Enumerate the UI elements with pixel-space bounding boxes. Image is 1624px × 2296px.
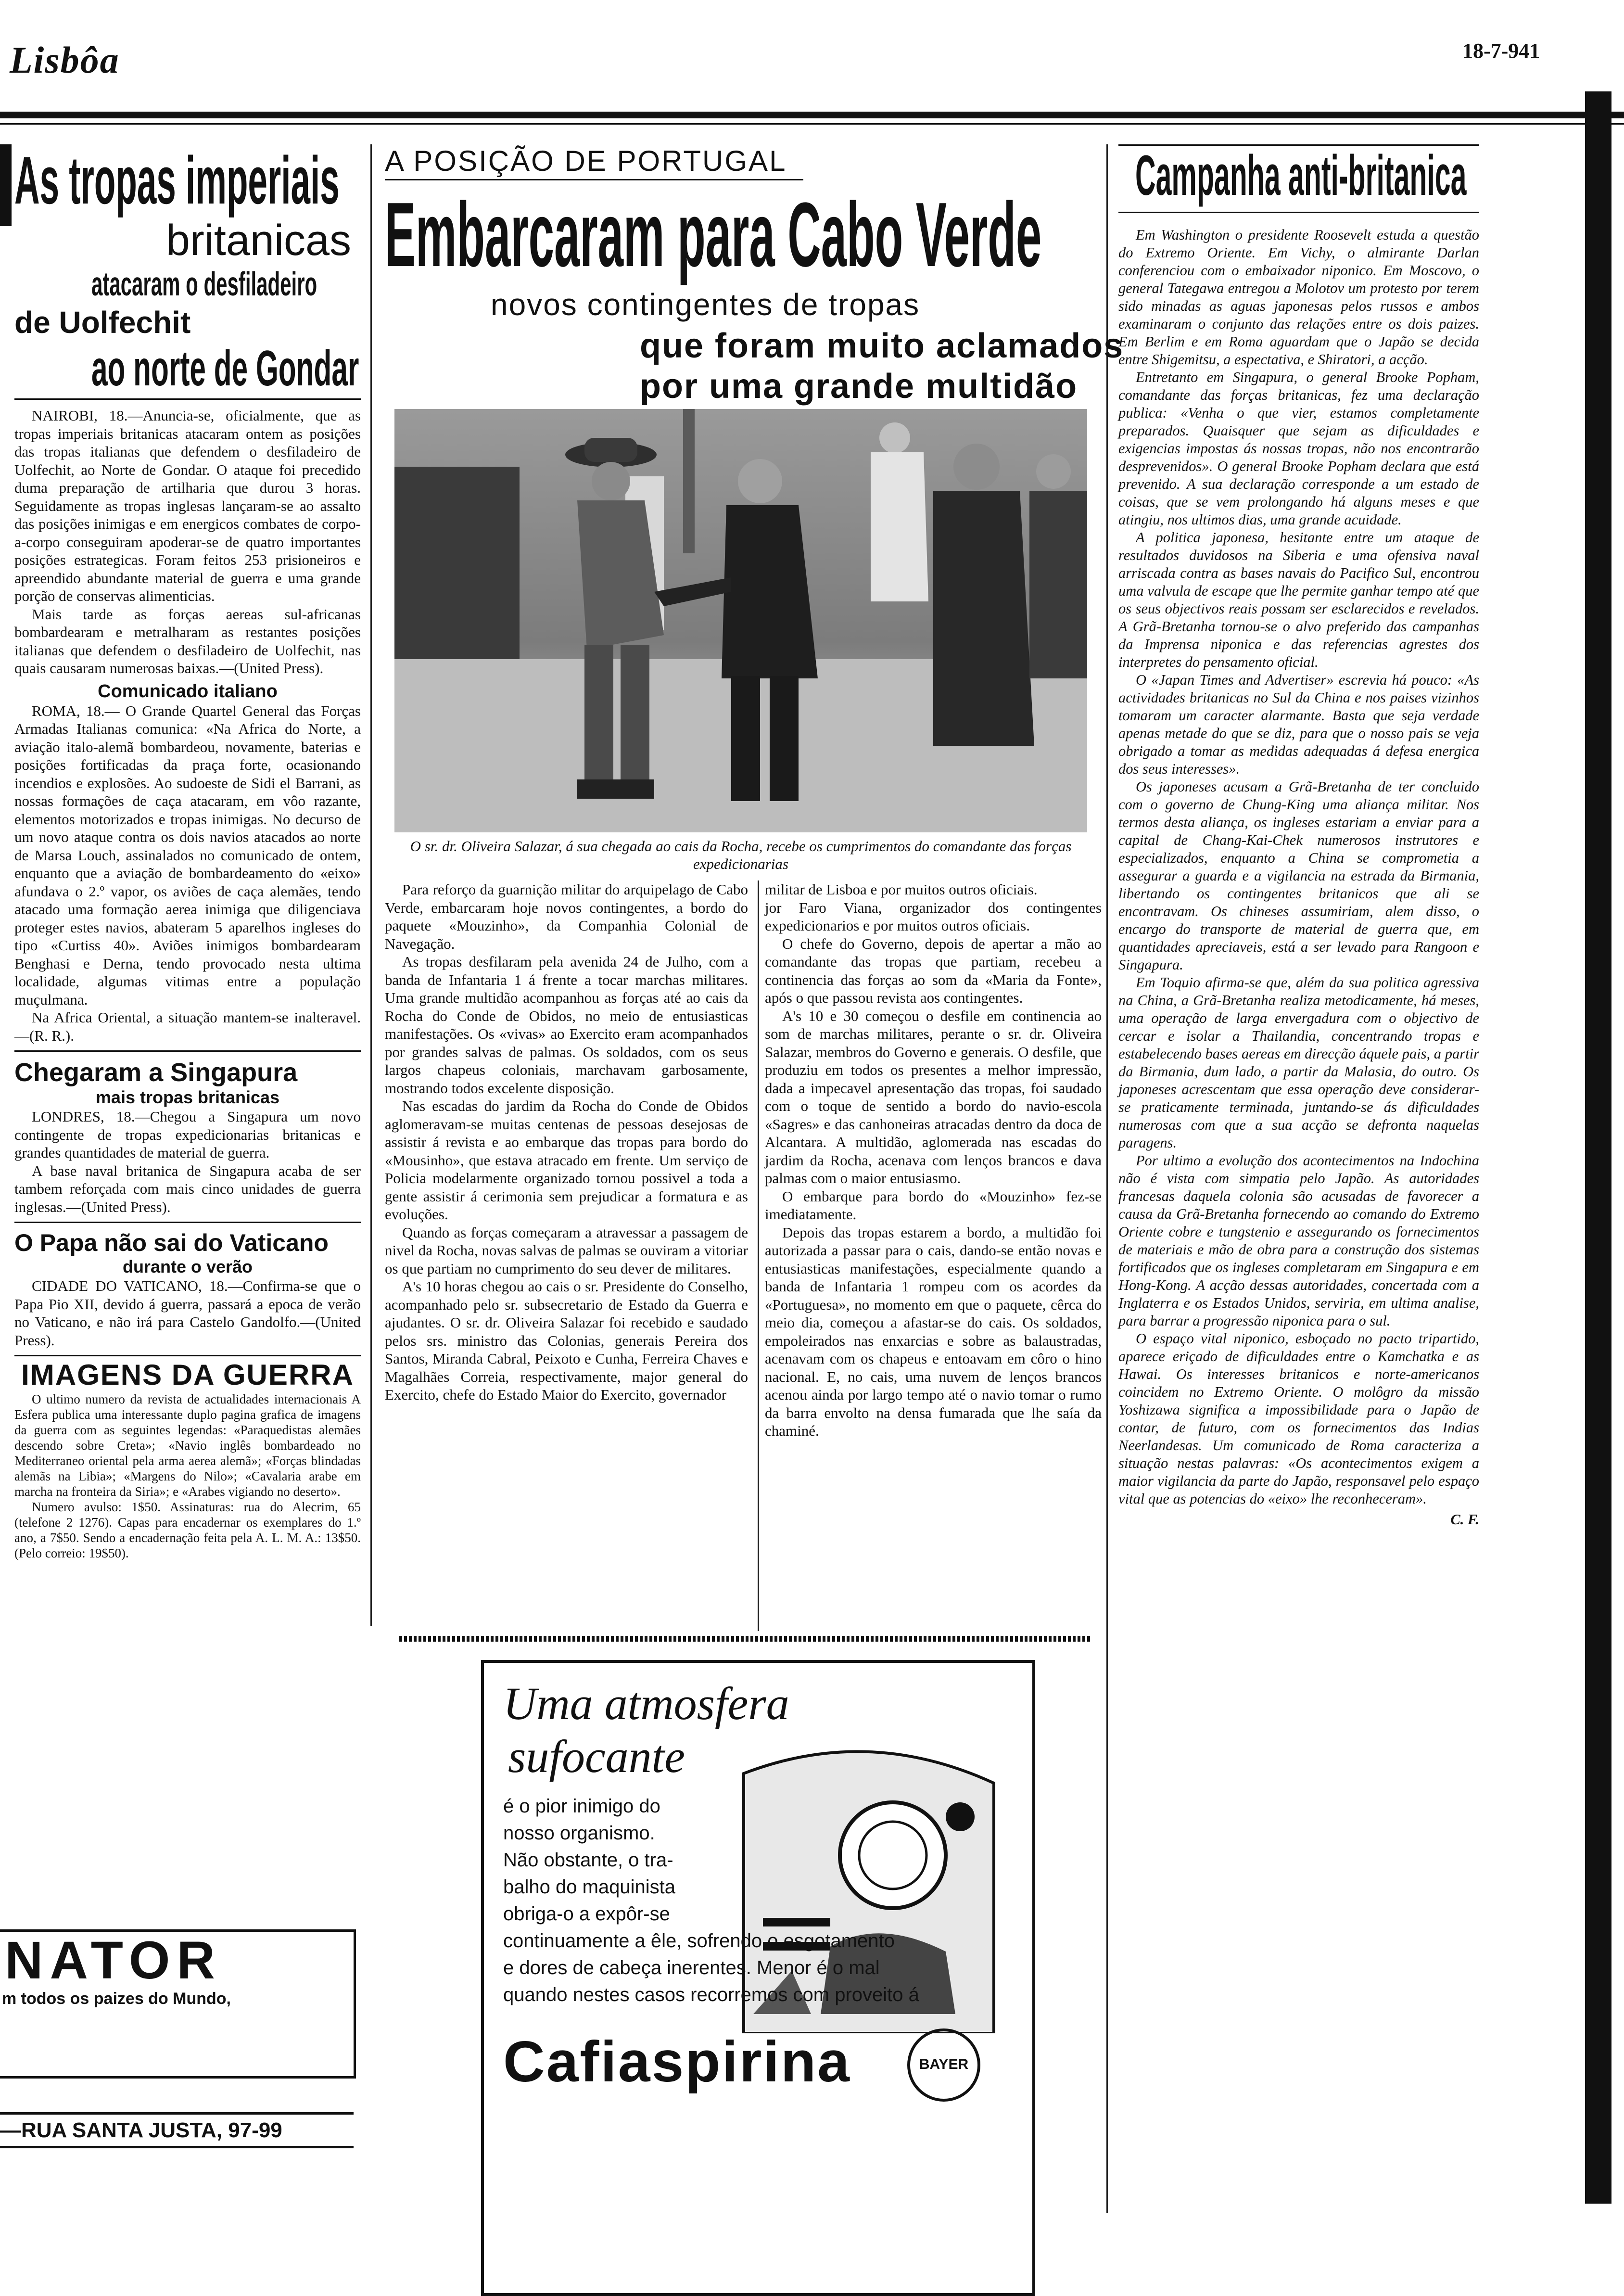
headline-line-2: britanicas	[165, 217, 351, 265]
article-paragraph: Por ultimo a evolução dos acontecimentos na Indochina não é vista com simpatia pelo Japão. As autoridades francesas daquela colonia são acusadas de favorecer a causa da Grã-Bretanha fornecendo ao comando do Extremo Oriente cobre e tungstenio e assegurando os fornecimentos de materiais e mão de obra para a construção dos sistemas fortificados que os ingleses completaram em Singapura e em Hong-Kong. A acção dessas autoridades, concertada com a Inglaterra e os Estados Unidos, serviria, em ultima analise, para barrar a progressão niponica para o sul.	[1118, 1152, 1479, 1329]
ad-title-line-2: sufocante	[508, 1731, 685, 1782]
article-paragraph: A's 10 e 30 começou o desfile em continencia ao som de marchas militares, perante o sr. dr. Oliveira Salazar, membros do Governo e generais. O desfile, que produziu em todos os presentes a melhor impressão, dada a impecavel apresentação das tropas, foi saudado com o toque de sentido a bordo do navio-escola «Sagres» e das canhoneiras atracadas dentro da doca de Alcantara. A multidão, aglomerada nas escadas do jardim da Rocha, acenava com lenços brancos e dava palmas com o maior entusiasmo.	[765, 1007, 1102, 1186]
right-article	[1118, 226, 1479, 1529]
article-paragraph: A base naval britanica de Singapura acaba de ser tambem reforçada com mais cinco unidades de guerra inglesas.—(United Press).	[14, 1162, 361, 1215]
article-paragraph: Quando as forças começaram a atravessar a passagem de nivel da Rocha, novas salvas de palmas se ouviram a vitoriar os que partiam no cumprimento do seu dever de militares.	[385, 1224, 748, 1277]
headline-underline	[14, 398, 361, 400]
section-divider	[14, 1355, 361, 1356]
nator-address-rule	[0, 2146, 354, 2148]
column-divider	[1106, 144, 1108, 2213]
column-divider	[758, 880, 759, 1631]
article-paragraph: NAIROBI, 18.—Anuncia-se, oficialmente, que as tropas imperiais britanicas atacaram ontem as posições das tropas italianas que defendem o desfiladeiro de Uolfechit, ao Norte de Gondar. O ataque foi precedido duma preparação de artilharia que durou 3 horas. Seguidamente as tropas inglesas lançaram-se ao assalto das posições inimigas e em energicos combates de corpo-a-corpo conseguiram apoderar-se de quatro importantes posições estrategicas. Foram feitos 253 prisioneiros e apreendido abundante material de guerra e uma grande porção de conservas alimenticias.	[14, 407, 361, 604]
right-headline: Campanha anti-britanica	[1135, 144, 1467, 207]
right-margin-bar	[1585, 91, 1611, 2204]
ad-text-line: obriga-o a expôr-se	[503, 1903, 670, 1925]
column-divider	[370, 144, 372, 1626]
ad-text-line: e dores de cabeça inerentes. Menor é o mal	[503, 1957, 880, 1978]
header-rule-thin	[0, 123, 1624, 125]
article-paragraph: Nas escadas do jardim da Rocha do Conde de Obidos aglomeravam-se muitas centenas de pessoas desejosas de assistir á revista e ao embarque das tropas para bordo do «Mousinho», que estava atracado em frente. Um serviço de Policia modelarmente organizado tornou possivel a toda a gente assistir á cerimonia sem prejudicar a formatura e as evoluções.	[385, 1097, 748, 1223]
article-paragraph: O chefe do Governo, depois de apertar a mão ao comandante das tropas que partiam, recebeu a continencia das forças ao som da «Maria da Fonte», após o que passou revista aos contingentes.	[765, 935, 1102, 1006]
nator-ad	[0, 1929, 356, 2079]
article-paragraph: As tropas desfilaram pela avenida 24 de Julho, com a banda de Infantaria 1 á frente a tocar marchas militares. Uma grande multidão acompanhou as forças até ao cais da Rocha do Conde de Obidos, no meio de entusiasticas manifestações. Os «vivas» ao Exercito eram acompanhados por grandes salvas de palmas. Os soldados, com os seus largos chapeus coloniais, marchavam garbosamente, mostrando todos excelente disposição.	[385, 953, 748, 1097]
article-paragraph: Numero avulso: 1$50. Assinaturas: rua do Alecrim, 65 (telefone 2 1276). Capas para encadernar os exemplares do 1.º ano, a 7$50. Sendo a encadernação feita pela A. L. M. A.: 13$50. (Pelo correio: 19$50).	[14, 1500, 361, 1560]
article-paragraph: jor Faro Viana, organizador dos contingentes expedicionarios e por muitos outros oficiais.	[765, 899, 1102, 934]
newspaper-city: Lisbôa	[10, 39, 120, 81]
ad-text-line: nosso organismo.	[503, 1823, 655, 1844]
subheading-papa: durante o verão	[122, 1257, 253, 1276]
article-paragraph: O «Japan Times and Advertiser» escrevia há pouco: «As actividades britanicas no Sul da China e nos paises vizinhos tomaram um caracter alarmante. Basta que seja verdade apenas metade do que se diz, para que o nosso pais se veja obrigado a tomar as medidas adequadas á defesa energica dos seus interesses».	[1118, 672, 1479, 777]
photo-illustration	[394, 409, 1087, 832]
heading-papa: O Papa não sai do Vaticano	[14, 1229, 329, 1256]
ad-text-line: continuamente a êle, sofrendo o esgotamento	[503, 1930, 895, 1952]
article-paragraph: O embarque para bordo do «Mouzinho» fez-se imediatamente.	[765, 1187, 1102, 1223]
right-heading-underline	[1118, 212, 1479, 213]
heading-imagens: IMAGENS DA GUERRA	[21, 1359, 354, 1391]
section-divider	[14, 1222, 361, 1223]
nator-tagline: m todos os paizes do Mundo,	[2, 1990, 231, 2008]
article-singapura	[14, 1108, 361, 1216]
article-nairobi	[14, 407, 361, 677]
ad-text-line: quando nestes casos recorremos com proveito á	[503, 1984, 919, 2005]
heading-singapura: Chegaram a Singapura	[14, 1058, 298, 1087]
article-paragraph: A politica japonesa, hesitante entre um ataque de resultados duvidosos na Siberia e uma ofensiva naval arriscada contra as bases navais do Pacifico Sul, encontrou uma valvula de escape que lhe permite ganhar tempo até que os seus objectivos reais possam ser esclarecidos e revelados. A Grã-Bretanha tornou-se o alvo preferido das campanhas da Imprensa niponica e das referencias agrestes dos interpretes do pensamento oficial.	[1118, 529, 1479, 670]
article-paragraph: ROMA, 18.— O Grande Quartel General das Forças Armadas Italianas comunica: «Na Africa do Norte, a aviação italo-alemã bombardeou, novamente, baterias e posições fortificadas da praça forte, ocasionando incendios e explosões. Ao sudoeste de Sidi el Barrani, as nossas formações de caça atacaram, em vôo razante, elementos motorizados e tropas inimigas. No decurso de um novo ataque contra os dois navios atacados ao norte de Marsa Louch, assinalados no comunicado de ontem, enquanto que a aviação de bombardeamento do «eixo» afundava o 2.º vapor, os aviões de caça alemães, tendo atacado uma formação aerea inimiga que diligenciava proteger estes navios, abateram 5 aparelhos ingleses do tipo «Curtiss 40». Aviões inimigos bombardearam Benghasi e Derna, tendo provocado nesta ultima localidade, algumas vitimas entre a população muçulmana.	[14, 702, 361, 1008]
section-divider	[14, 1050, 361, 1052]
page-date: 18-7-941	[1462, 39, 1540, 63]
ad-text-line: é o pior inimigo do	[503, 1796, 660, 1817]
article-paragraph: O espaço vital niponico, esboçado no pacto tripartido, aparece eriçado de dificuldades entre o Kamchatka e as Hawai. Os interesses britanicos e norte-americanos coincidem no Extremo Oriente. O molôgro da missão Yoshizawa significa a impossibilidade para o Japão de contar, de futuro, com os fornecimentos das Indias Neerlandesas. Um comunicado de Roma caracteriza a situação nestas palavras: «Os acontecimentos exigem a maior vigilancia da parte do Japão, responsavel pelo espaço vital que as potencias do «eixo» lhe reconheceram».	[1118, 1330, 1479, 1507]
article-paragraph: A's 10 horas chegou ao cais o sr. Presidente do Conselho, acompanhado pelo sr. subsecretario de Estado da Guerra e ajudantes. O sr. dr. Oliveira Salazar foi recebido e saudado pelos srs. ministro das Colonias, generais Pereira dos Santos, Miranda Cabral, Peixoto e Cunha, Ferreira Chaves e Magalhães Correia, respectivamente, major general do Exercito, chefe do Estado Maior do Exercito, governador	[385, 1278, 748, 1403]
headline-line-3: atacaram o desfiladeiro	[91, 265, 317, 303]
article-paragraph: militar de Lisboa e por muitos outros oficiais.	[765, 881, 1038, 898]
main-deck-1: novos contingentes de tropas	[491, 287, 920, 322]
cafiaspirina-ad	[481, 1660, 1035, 2296]
main-headline: Embarcaram para Cabo Verde	[385, 184, 1042, 286]
main-deck-2b: por uma grande multidão	[640, 367, 1078, 406]
bayer-logo	[907, 2028, 980, 2102]
ad-border-strip	[399, 1636, 1092, 1642]
article-imagens	[14, 1391, 361, 1561]
kicker-underline	[385, 179, 803, 180]
ad-text-line: balho do maquinista	[503, 1876, 676, 1898]
header-rule	[0, 112, 1624, 118]
left-edge-bar	[0, 144, 12, 226]
ad-text-line: Não obstante, o tra-	[503, 1850, 673, 1871]
headline-line-5: ao norte de Gondar	[91, 341, 359, 396]
news-photo	[394, 409, 1087, 832]
main-article-col-b	[765, 880, 1102, 1440]
bayer-logo-text: BAYER	[919, 2056, 969, 2072]
article-paragraph: Em Washington o presidente Roosevelt estuda a questão do Extremo Oriente. Em Vichy, o almirante Darlan conferenciou com o embaixador niponico. Em Moscovo, o general Tategawa entregou a Molotov um protesto por terem sido minadas as aguas japonesas pelos russos e ambos examinaram o conjunto das relações entre os dois paizes. Em Berlim e em Roma aguardam que o Japão se decida entre Shigemitsu, a espectativa, e Shiratori, a acção.	[1118, 227, 1479, 368]
kicker: A POSIÇÃO DE PORTUGAL	[385, 145, 787, 177]
main-deck-2a: que foram muito aclamados	[640, 327, 1124, 365]
article-paragraph: Mais tarde as forças aereas sul-africanas bombardearam e metralharam as restantes posições italianas que defendem o desfiladeiro de Uolfechit, nas quais causaram numerosas baixas.—(United Press).	[14, 605, 361, 676]
article-paragraph: Entretanto em Singapura, o general Brooke Popham, comandante das forças britanicas, fez uma declaração publica: «Venha o que vier, estamos completamente preparados. Quaisquer que sejam as dificuldades e exigencias impostas ás nossas tropas, não nos encontrarão desprevenidos». O general Brooke Popham declara que está prevenido. A sua declaração corresponde a um estado de coisas, que se vem prolongando há alguns meses e que atingiu, nos ultimos dias, uma grande acuidade.	[1118, 369, 1479, 528]
article-paragraph: Em Toquio afirma-se que, além da sua politica agressiva na China, a Grã-Bretanha realiza metodicamente, há meses, uma operação de larga envergadura com o objectivo de cercar e isolar a Thailandia, concentrando tropas e estabelecendo bases aereas em direcção áquele pais, a partir da Birmania, dum lado, a partir da Malasia, do outro. Os japoneses acrescentam que essa operação deve considerar-se praticamente terminada, juntando-se ás dificuldades numerosas com que a sua acção se defronta naquelas paragens.	[1118, 974, 1479, 1151]
headline-line-4: de Uolfechit	[14, 305, 191, 340]
article-comunicado	[14, 702, 361, 1045]
article-paragraph: Na Africa Oriental, a situação mantem-se inalteravel.—(R. R.).	[14, 1009, 361, 1044]
nator-address: —RUA SANTA JUSTA, 97-99	[0, 2112, 354, 2143]
main-article-col-a	[385, 880, 748, 1404]
subheading-comunicado: Comunicado italiano	[98, 681, 278, 702]
article-paragraph: Os japoneses acusam a Grã-Bretanha de ter concluido com o governo de Chung-King uma aliança militar. Nos termos desta aliança, os ingleses estariam a enviar para a capital de Chang-Kai-Chek numerosos instrutores e especializados, enquanto a China se comprometia a assegurar a guarda e a vigilancia na estrada da Birmania, libertando os contingentes britanicos que ali se encontravam. Os chineses assumiriam, alem disso, o encargo do transporte de material de guerra que, em quantidades apreciaveis, está a ser levado para Rangoon e Singapura.	[1118, 778, 1479, 973]
left-column	[14, 144, 361, 1561]
article-paragraph: Depois das tropas estarem a bordo, a multidão foi autorizada a passar para o cais, dando-se então novas e entusiasticas manifestações, especialmente quando a banda de Infantaria 1 rompeu com os acordes da «Portuguesa», no momento em que o paquete, cêrca do meio dia, começou a afastar-se do cais. Os soldados, empoleirados nas enxarcias e sobre as balaustradas, acenavam com os chapeus e entoavam em côro o hino nacional. E, no cais, uma nuvem de lenços brancos acenou ainda por largo tempo até o navio tomar o rumo da barra envolto na densa fumarada que lhe saía da chaminé.	[765, 1224, 1102, 1439]
photo-caption: O sr. dr. Oliveira Salazar, á sua chegada ao cais da Rocha, recebe os cumprimentos do comandante das forças expedicionarias	[410, 838, 1072, 872]
article-signature: C. F.	[1450, 1511, 1479, 1528]
article-paragraph: LONDRES, 18.—Chegou a Singapura um novo contingente de tropas expedicionarias britanicas e grandes quantidades de material de guerra.	[14, 1108, 361, 1161]
ad-brand: Cafiaspirina	[503, 2029, 851, 2094]
article-paragraph: O ultimo numero da revista de actualidades internacionais A Esfera publica uma interessante duplo pagina grafica de imagens da guerra com as seguintes legendas: «Paraquedistas alemães descendo sobre Creta»; «Navio inglês bombardeado no Mediterraneo oriental pela arma aerea alemã»; «Forças blindadas alemãs na Libia»; «Margens do Nilo»; «Cavalaria arabe em marcha na fronteira da Siria»; e «Arabes vigiando no deserto».	[14, 1392, 361, 1499]
article-papa	[14, 1277, 361, 1349]
article-paragraph: Para reforço da guarnição militar do arquipelago de Cabo Verde, embarcaram hoje novos contingentes, a bordo do paquete «Mouzinho», da Companhia Colonial de Navegação.	[385, 881, 748, 952]
headline-line-1: As tropas imperiais	[14, 142, 340, 218]
nator-brand: NATOR	[5, 1931, 222, 1990]
article-paragraph: CIDADE DO VATICANO, 18.—Confirma-se que o Papa Pio XII, devido á guerra, passará a epoca de verão no Vaticano, e não irá para Castelo Gandolfo.—(United Press).	[14, 1277, 361, 1349]
ad-title-line-1: Uma atmosfera	[503, 1678, 789, 1729]
subheading-singapura: mais tropas britanicas	[95, 1087, 280, 1107]
